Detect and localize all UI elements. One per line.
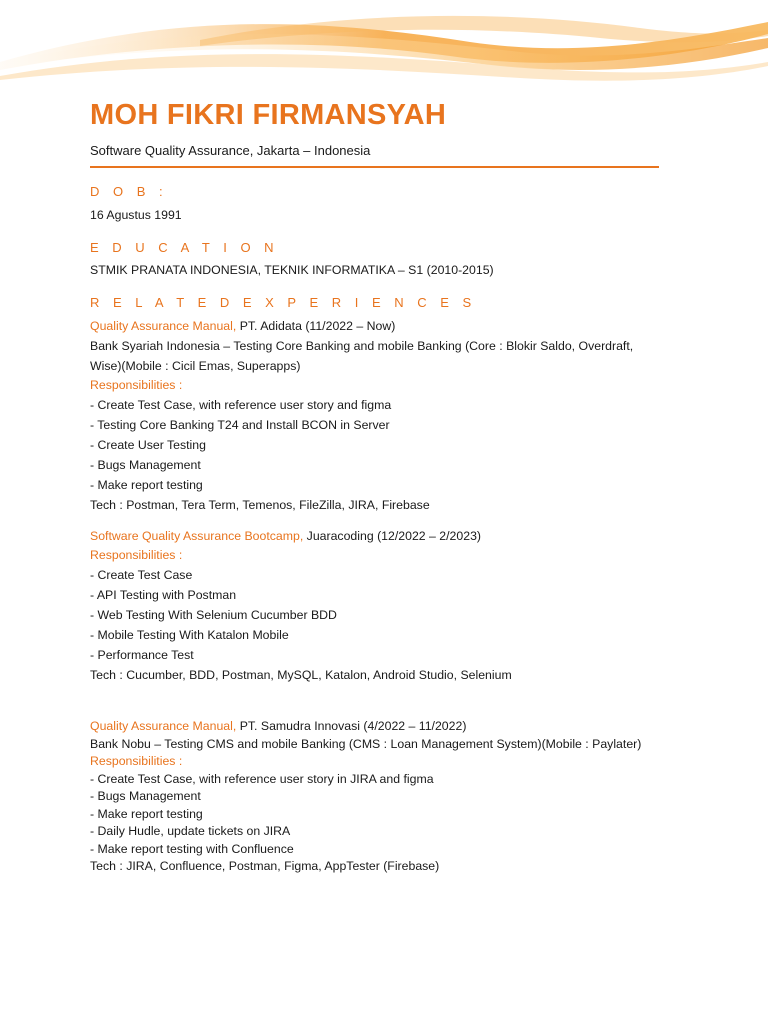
experience-role: Software Quality Assurance Bootcamp,	[90, 529, 304, 543]
experience-title	[90, 526, 670, 546]
experience-title	[90, 718, 670, 736]
responsibilities-label: Responsibilities :	[90, 378, 183, 392]
experience-role: Quality Assurance Manual,	[90, 319, 237, 333]
task-item: - Bugs Management	[90, 789, 201, 803]
experience-item	[90, 718, 670, 876]
task-item: - Testing Core Banking T24 and Install BCON in Server	[90, 418, 390, 432]
dob-section	[90, 183, 670, 225]
task-item: - Performance Test	[90, 648, 194, 662]
task-item: - Bugs Management	[90, 458, 201, 472]
task-item: - Create Test Case, with reference user story and figma	[90, 398, 392, 412]
task-item: - Make report testing with Confluence	[90, 841, 294, 856]
experience-company: Juaracoding (12/2022 – 2/2023)	[303, 529, 482, 543]
task-item: - Create Test Case	[90, 568, 193, 582]
task-item: - Daily Hudle, update tickets on JIRA	[90, 824, 291, 838]
dob-heading: D O B :	[90, 184, 168, 199]
experiences-section	[90, 294, 670, 515]
task-item: - Web Testing With Selenium Cucumber BDD	[90, 608, 337, 622]
experience-project: Bank Syariah Indonesia – Testing Core Banking and mobile Banking (Core : Blokir Saldo, Overdraft, Wise)(Mobile : Cicil Emas, Superapps)	[90, 339, 634, 373]
task-item: - Mobile Testing With Katalon Mobile	[90, 628, 289, 642]
education-heading: E D U C A T I O N	[90, 240, 279, 255]
tech-stack: Tech : JIRA, Confluence, Postman, Figma, AppTester (Firebase)	[90, 859, 440, 873]
experience-company: PT. Samudra Innovasi (4/2022 – 11/2022)	[236, 719, 467, 733]
task-item: - API Testing with Postman	[90, 588, 237, 602]
tech-stack: Tech : Cucumber, BDD, Postman, MySQL, Katalon, Android Studio, Selenium	[90, 668, 512, 682]
experience-item	[90, 316, 670, 515]
responsibilities-label: Responsibilities :	[90, 754, 183, 768]
education-value: STMIK PRANATA INDONESIA, TEKNIK INFORMATIKA – S1 (2010-2015)	[90, 263, 494, 277]
experience-role: Quality Assurance Manual,	[90, 719, 237, 733]
experiences-heading: R E L A T E D E X P E R I E N C E S	[90, 295, 477, 310]
experience-company: PT. Adidata (11/2022 – Now)	[236, 319, 396, 333]
task-item: - Create User Testing	[90, 438, 206, 452]
tech-stack: Tech : Postman, Tera Term, Temenos, FileZilla, JIRA, Firebase	[90, 498, 430, 512]
task-item: - Make report testing	[90, 806, 203, 821]
task-item: - Create Test Case, with reference user story in JIRA and figma	[90, 771, 434, 786]
dob-value: 16 Agustus 1991	[90, 208, 182, 222]
experience-title	[90, 316, 670, 336]
education-section	[90, 239, 670, 280]
header-divider	[90, 166, 659, 168]
experience-item	[90, 526, 670, 685]
resume-header	[90, 96, 670, 160]
experience-project: Bank Nobu – Testing CMS and mobile Banking (CMS : Loan Management System)(Mobile : Paylater)	[90, 736, 642, 751]
task-item: - Make report testing	[90, 478, 203, 492]
candidate-subtitle: Software Quality Assurance, Jakarta – Indonesia	[90, 143, 371, 158]
responsibilities-label: Responsibilities :	[90, 548, 183, 562]
candidate-name: MOH FIKRI FIRMANSYAH	[90, 99, 447, 131]
header-wave-decoration	[0, 0, 768, 90]
